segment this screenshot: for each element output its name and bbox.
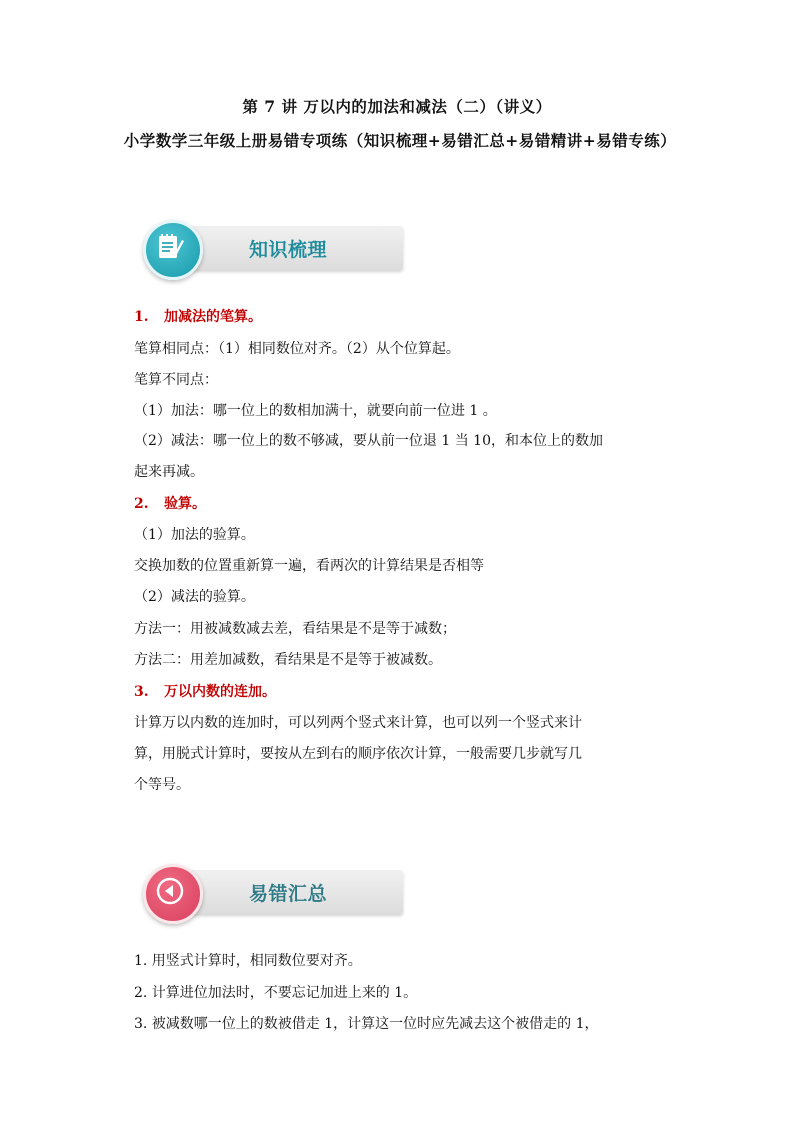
paragraph: 起来再减。 bbox=[134, 464, 204, 480]
banner-title: 易错汇总 bbox=[249, 883, 328, 905]
document-title: 第 7 讲 万以内的加法和减法（二）（讲义） bbox=[242, 97, 552, 116]
paragraph: 方法一：用被减数减去差，看结果是不是等于减数； bbox=[134, 621, 456, 637]
play-back-icon bbox=[143, 864, 203, 924]
paragraph: 笔算相同点：（1）相同数位对齐。（2）从个位算起。 bbox=[134, 341, 460, 357]
heading-3-number: 3. bbox=[134, 684, 149, 700]
heading-1-text: 加减法的笔算。 bbox=[164, 309, 262, 325]
list-item: 3. 被减数哪一位上的数被借走 1，计算这一位时应先减去这个被借走的 1， bbox=[134, 1016, 599, 1032]
section-banner-knowledge bbox=[135, 222, 403, 272]
document-subtitle: 小学数学三年级上册易错专项练（知识梳理+易错汇总+易错精讲+易错专练） bbox=[123, 131, 677, 150]
heading-2-number: 2. bbox=[134, 496, 149, 512]
heading-1-number: 1. bbox=[134, 309, 149, 325]
paragraph: 方法二：用差加减数，看结果是不是等于被减数。 bbox=[134, 652, 442, 668]
heading-3 bbox=[134, 681, 276, 701]
paragraph: 笔算不同点： bbox=[134, 372, 218, 388]
paragraph: （2）减法：哪一位上的数不够减，要从前一位退 1 当 10，和本位上的数加 bbox=[134, 433, 603, 449]
banner-title: 知识梳理 bbox=[249, 239, 328, 261]
heading-1 bbox=[134, 306, 262, 326]
paragraph: 交换加数的位置重新算一遍，看两次的计算结果是否相等 bbox=[134, 558, 484, 574]
paragraph: 算，用脱式计算时，要按从左到右的顺序依次计算，一般需要几步就写几 bbox=[134, 746, 582, 762]
paragraph: （1）加法的验算。 bbox=[134, 527, 255, 543]
paragraph: （1）加法：哪一位上的数相加满十，就要向前一位进 1 。 bbox=[134, 403, 497, 419]
heading-3-text: 万以内数的连加。 bbox=[164, 684, 276, 700]
paragraph: 计算万以内数的连加时，可以列两个竖式来计算，也可以列一个竖式来计 bbox=[134, 715, 582, 731]
notepad-pen-icon bbox=[143, 220, 203, 280]
paragraph: （2）减法的验算。 bbox=[134, 589, 255, 605]
heading-2 bbox=[134, 493, 206, 513]
section-banner-errors bbox=[135, 866, 403, 916]
list-item: 1. 用竖式计算时，相同数位要对齐。 bbox=[134, 953, 362, 969]
paragraph: 个等号。 bbox=[134, 777, 190, 793]
heading-2-text: 验算。 bbox=[164, 496, 206, 512]
list-item: 2. 计算进位加法时，不要忘记加进上来的 1。 bbox=[134, 985, 418, 1001]
